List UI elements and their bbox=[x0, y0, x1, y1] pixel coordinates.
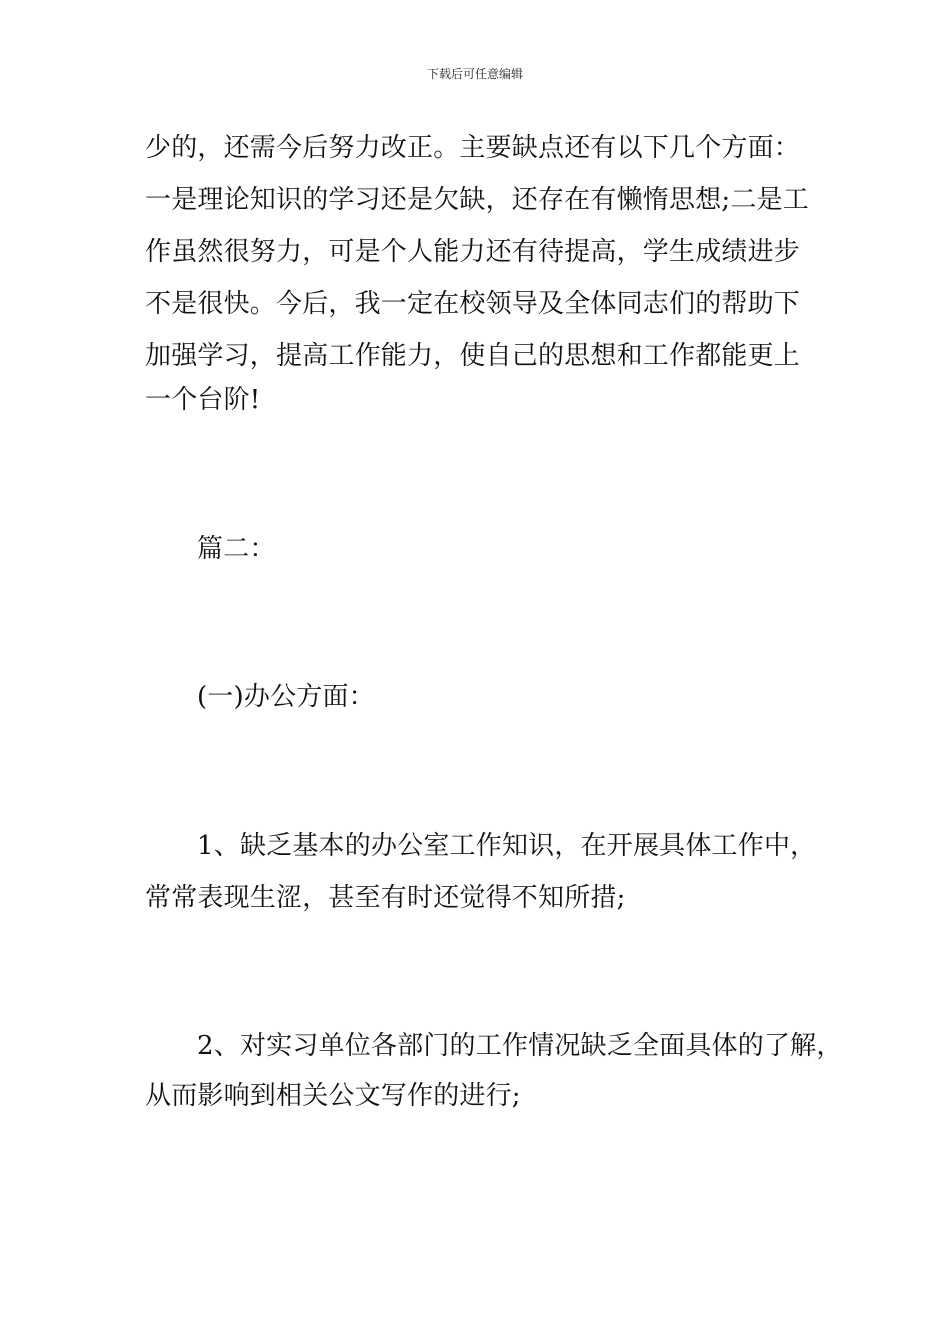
paragraph-line: 一是理论知识的学习还是欠缺，还存在有懒惰思想;二是工 bbox=[145, 185, 809, 215]
list-item-line: 2、对实习单位各部门的工作情况缺乏全面具体的了解， bbox=[197, 1031, 843, 1061]
list-item-line: 1、缺乏基本的办公室工作知识，在开展具体工作中， bbox=[197, 831, 817, 861]
list-item-line: 常常表现生涩，甚至有时还觉得不知所措; bbox=[145, 883, 626, 913]
paragraph-line: 一个台阶! bbox=[145, 385, 261, 415]
paragraph-line: 少的，还需今后努力改正。主要缺点还有以下几个方面： bbox=[145, 133, 801, 163]
paragraph-line: 加强学习，提高工作能力，使自己的思想和工作都能更上 bbox=[145, 341, 801, 371]
paragraph-line: 作虽然很努力，可是个人能力还有待提高，学生成绩进步 bbox=[145, 237, 801, 267]
subsection-title: (一)办公方面： bbox=[197, 682, 375, 712]
list-item-line: 从而影响到相关公文写作的进行; bbox=[145, 1081, 521, 1111]
page-header-note: 下载后可任意编辑 bbox=[426, 67, 523, 81]
paragraph-line: 不是很快。今后，我一定在校领导及全体同志们的帮助下 bbox=[145, 289, 801, 319]
section-title: 篇二： bbox=[197, 534, 276, 564]
